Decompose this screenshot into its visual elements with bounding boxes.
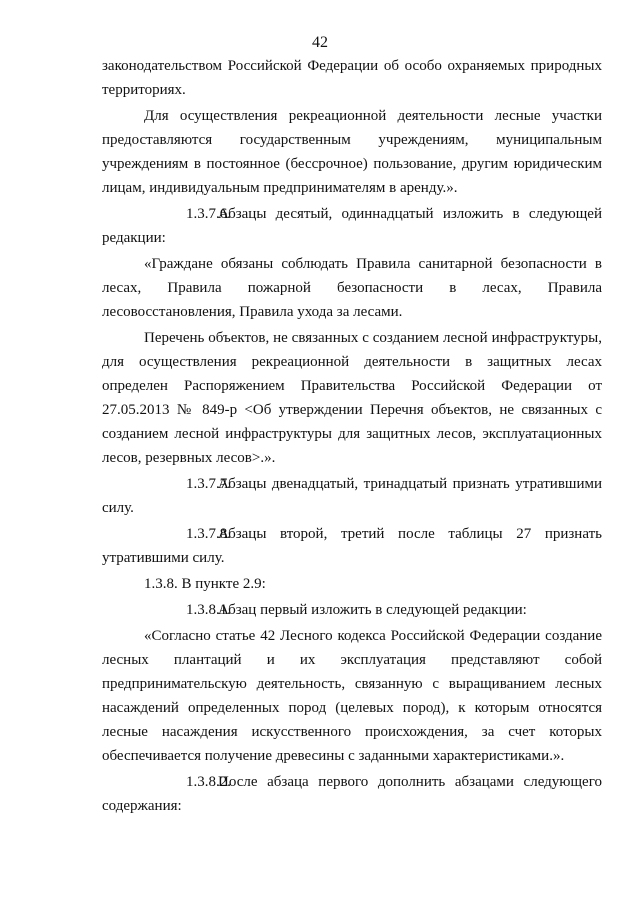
clause-text: Абзацы десятый, одиннадцатый изложить в следующей редакции:	[102, 206, 602, 246]
clause-text: Абзацы двенадцатый, тринадцатый признать утратившими силу.	[102, 476, 602, 516]
document-body	[102, 54, 602, 818]
paragraph-2: Для осуществления рекреационной деятельности лесные участки предоставляются государственным учреждениям, муниципальным учреждениям в постоянное (бессрочное) пользование, другим юридическим лицам, индивидуальным предпринимателям в аренду.».	[102, 108, 602, 196]
clause-text: Абзац первый изложить в следующей редакции:	[218, 602, 527, 618]
paragraph-3	[102, 202, 602, 250]
paragraph-9	[102, 598, 602, 622]
clause-number: 1.3.8.2.	[186, 774, 231, 790]
clause-number: 1.3.7.6.	[186, 206, 231, 222]
paragraph-1: законодательством Российской Федерации об особо охраняемых природных территориях.	[102, 58, 602, 98]
clause-number: 1.3.7.7.	[186, 476, 231, 492]
paragraph-6	[102, 472, 602, 520]
clause-text: Абзацы второй, третий после таблицы 27 признать утратившими силу.	[102, 526, 602, 566]
clause-text: После абзаца первого дополнить абзацами следующего содержания:	[102, 774, 602, 814]
clause-number: 1.3.8.1.	[186, 602, 231, 618]
paragraph-11	[102, 770, 602, 818]
paragraph-5: Перечень объектов, не связанных с созданием лесной инфраструктуры, для осуществления рекреационной деятельности в защитных лесах определен Распоряжением Правительства Российской Федерации от 27.05.2013 № 849-р <Об утверждении Перечня объектов, не связанных с созданием лесной инфраструктуры для защитных лесов, эксплуатационных лесов, резервных лесов>.».	[102, 330, 602, 466]
clause-number: 1.3.7.8.	[186, 526, 231, 542]
paragraph-10: «Согласно статье 42 Лесного кодекса Российской Федерации создание лесных плантаций и их эксплуатация представляют собой предпринимательскую деятельность, связанную с выращиванием лесных насаждений определенных пород (целевых пород), к которым относятся лесные насаждения искусственного происхождения, за счет которых обеспечивается получение древесины с заданными характеристиками.».	[102, 628, 602, 764]
paragraph-8: 1.3.8. В пункте 2.9:	[144, 576, 266, 592]
page-number: 42	[312, 34, 328, 51]
paragraph-4: «Граждане обязаны соблюдать Правила санитарной безопасности в лесах, Правила пожарной безопасности в лесах, Правила лесовосстановления, Правила ухода за лесами.	[102, 256, 602, 320]
paragraph-7	[102, 522, 602, 570]
